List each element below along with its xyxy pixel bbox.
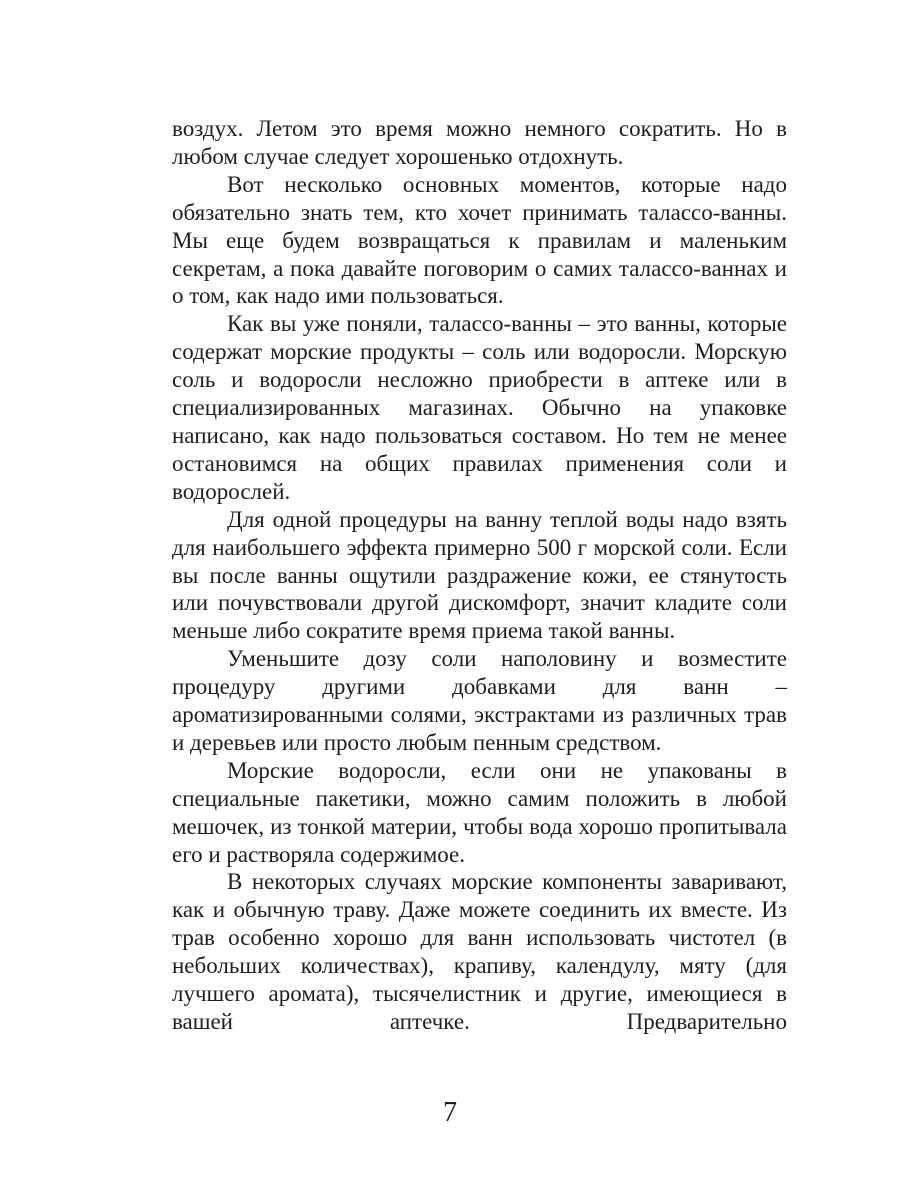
page-number: 7 xyxy=(443,1097,457,1128)
paragraph-5: Уменьшите дозу соли наполовину и возместите процедуру другими добавками для ванн – ароматизированными солями, экстрактами из различных трав и деревьев или просто любым пенным средством. xyxy=(172,646,787,755)
paragraph-4: Для одной процедуры на ванну теплой воды надо взять для наибольшего эффекта примерно 500 г морской соли. Если вы после ванны ощутили раздражение кожи, ее стянутость или почувствовали другой дискомфорт, значит кладите соли меньше либо сократите время приема такой ванны. xyxy=(172,506,787,644)
paragraph-7: В некоторых случаях морские компоненты заваривают, как и обычную траву. Даже можете соединить их вместе. Из трав особенно хорошо для ванн использовать чистотел (в небольших количествах), крапиву, календулу, мяту (для лучшего аромата), тысячелистник и другие, имеющиеся в вашей аптечке. Предварительно xyxy=(172,869,787,1034)
paragraph-2: Вот несколько основных моментов, которые надо обязательно знать тем, кто хочет принимать талассо-ванны. Мы еще будем возвращаться к правилам и маленьким секретам, а пока давайте поговорим о самих талассо-ваннах и о том, как надо ими пользоваться. xyxy=(172,171,787,309)
paragraph-3: Как вы уже поняли, талассо-ванны – это ванны, которые содержат морские продукты – соль или водоросли. Морскую соль и водоросли несложно приобрести в аптеке или в специализированных магазинах. Обычно на упаковке написано, как надо пользоваться составом. Но тем не менее остановимся на общих правилах применения соли и водорослей. xyxy=(172,311,787,504)
body-text xyxy=(172,115,787,1036)
paragraph-1: воздух. Летом это время можно немного сократить. Но в любом случае следует хорошенько отдохнуть. xyxy=(172,116,787,169)
paragraph-6: Морские водоросли, если они не упакованы в специальные пакетики, можно самим положить в любой мешочек, из тонкой материи, чтобы вода хорошо пропитывала его и растворяла содержимое. xyxy=(172,757,787,867)
